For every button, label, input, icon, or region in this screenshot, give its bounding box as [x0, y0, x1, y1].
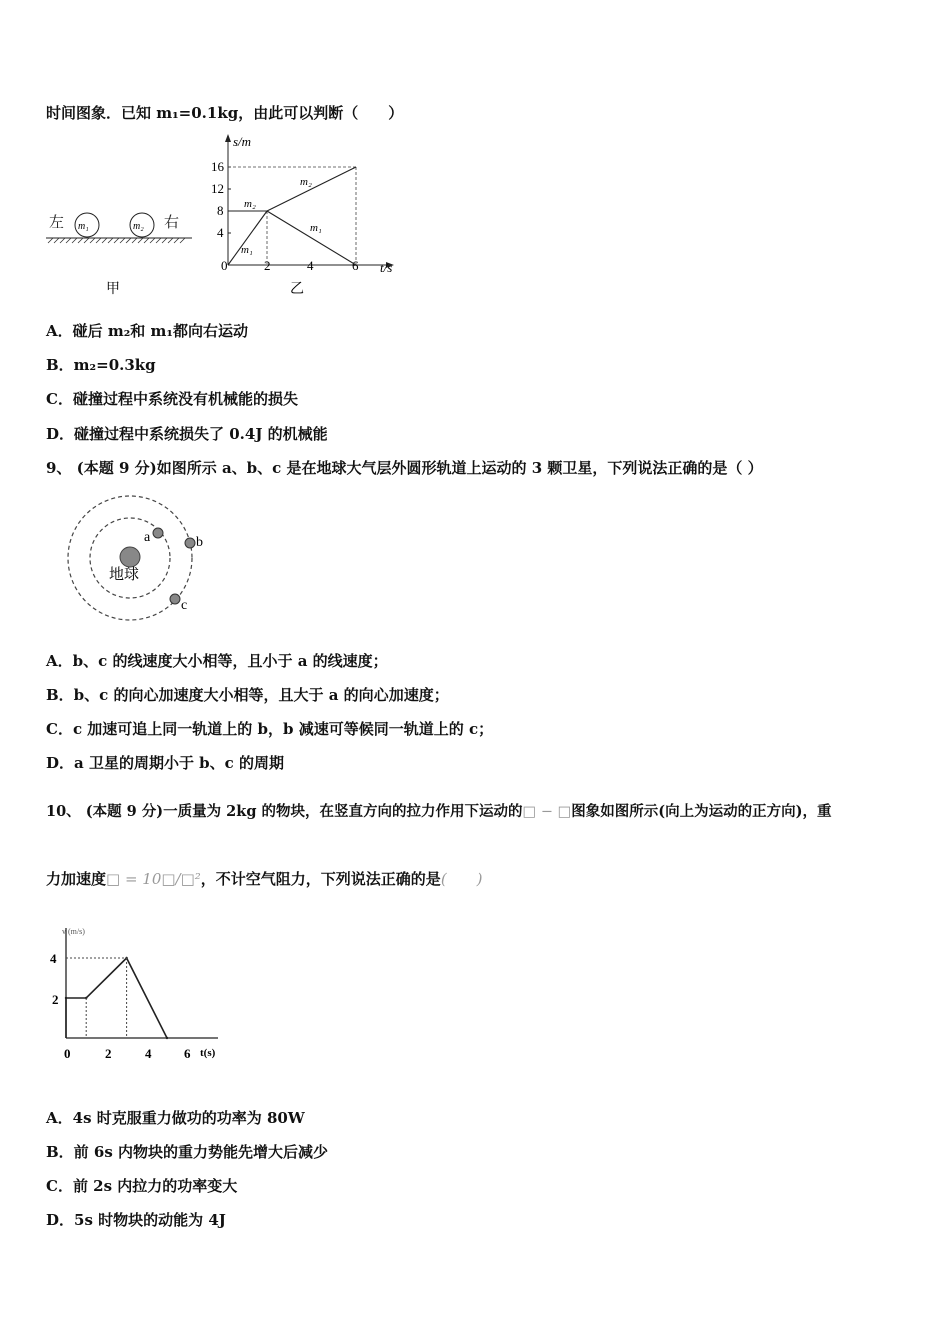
xlabel: t/s	[380, 260, 393, 275]
line-m1-before	[228, 211, 267, 265]
q8-option-d: D．碰撞过程中系统损失了 0.4J 的机械能	[46, 425, 328, 443]
q10-stem-part3: ，重	[802, 803, 832, 820]
q8-stem: 时间图象．已知 m₁=0.1kg，由此可以判断（ ）	[46, 104, 404, 122]
ytick-4: 4	[217, 225, 224, 240]
q8-figure-yi	[208, 130, 408, 298]
satellite-c-label: c	[181, 598, 188, 613]
q10-ytick-2: 2	[52, 992, 59, 1007]
m2-label-before: m₂	[244, 198, 256, 210]
satellite-a	[153, 528, 163, 538]
caption-jia: 甲	[106, 282, 120, 297]
line-m2-after	[267, 167, 356, 211]
q10-line2-part2: ，不计空气阻力，下列说法正确的是	[200, 870, 441, 888]
caption-yi: 乙	[290, 282, 304, 297]
q10-stem-part2: 图象如图所示	[571, 803, 659, 820]
satellite-c	[170, 594, 180, 604]
ytick-8: 8	[217, 203, 224, 218]
q10-xtick-0: 0	[64, 1046, 71, 1061]
q10-line2-part1: 力加速度	[46, 870, 107, 888]
earth	[120, 547, 140, 567]
origin: 0	[221, 258, 228, 273]
earth-label: 地球	[109, 567, 140, 583]
q10-velocity-line	[66, 958, 167, 1038]
q10-stem-part1: 10、 (本题 9 分)一质量为 2kg 的物块，在竖直方向的拉力作用下运动的	[46, 803, 523, 820]
q10-point	[65, 997, 67, 999]
q9-option-d: D．a 卫星的周期小于 b、c 的周期	[46, 754, 285, 772]
label-right: 右	[164, 215, 180, 231]
q10-stem	[46, 800, 832, 821]
q9-option-a: A．b、c 的线速度大小相等，且小于 a 的线速度；	[46, 652, 388, 670]
m2-label-after: m₂	[300, 176, 312, 188]
q10-xlabel: t(s)	[200, 1047, 216, 1059]
q10-xtick-2: 2	[105, 1046, 112, 1061]
xtick-6: 6	[352, 258, 359, 273]
q9-orbit-figure	[60, 495, 220, 630]
q10-option-d: D．5s 时物块的动能为 4J	[46, 1211, 226, 1229]
q10-option-c: C．前 2s 内拉力的功率变大	[46, 1177, 238, 1195]
q10-option-b: B．前 6s 内物块的重力势能先增大后减少	[46, 1143, 329, 1161]
q10-line2-paren: ( )	[440, 870, 483, 888]
q10-xtick-6: 6	[184, 1046, 191, 1061]
ground-hatch	[48, 238, 185, 243]
q10-vt-chart	[46, 920, 236, 1065]
q10-stem-line2	[46, 868, 483, 889]
ytick-12: 12	[211, 181, 224, 196]
xtick-2: 2	[264, 258, 271, 273]
satellite-a-label: a	[144, 530, 151, 545]
q8-figure-jia	[44, 205, 194, 300]
q10-stem-vt: □ − □	[522, 804, 572, 820]
q8-option-c: C．碰撞过程中系统没有机械能的损失	[46, 390, 298, 408]
q10-ylabel: v (m/s)	[62, 927, 85, 936]
ytick-16: 16	[211, 159, 224, 174]
ball-m2-label: m₂	[133, 221, 144, 232]
satellite-b	[185, 538, 195, 548]
satellite-b-label: b	[196, 535, 203, 550]
q10-stem-paren: (向上为运动的正方向)	[658, 803, 803, 820]
label-left: 左	[49, 215, 65, 231]
q10-ytick-4: 4	[50, 951, 57, 966]
q9-option-c: C．c 加速可追上同一轨道上的 b，b 减速可等候同一轨道上的 c；	[46, 720, 494, 738]
q8-option-b: B．m₂=0.3kg	[46, 356, 156, 374]
q9-stem: 9、 (本题 9 分)如图所示 a、b、c 是在地球大气层外圆形轨道上运动的 3 颗卫星，下列说法正确的是（ ）	[46, 459, 763, 477]
ball-m1-label: m₁	[78, 221, 89, 232]
m1-label-before: m₁	[241, 244, 253, 256]
line-m1-after	[267, 211, 356, 265]
m1-label-after: m₁	[310, 222, 322, 234]
q8-option-a: A．碰后 m₂和 m₁都向右运动	[46, 322, 248, 340]
ylabel: s/m	[233, 134, 252, 149]
q10-xtick-4: 4	[145, 1046, 152, 1061]
xtick-4: 4	[307, 258, 314, 273]
q9-option-b: B．b、c 的向心加速度大小相等，且大于 a 的向心加速度；	[46, 686, 449, 704]
q10-point	[166, 1037, 168, 1039]
q10-line2-g: □ = 10□/□²	[106, 870, 201, 888]
q10-option-a: A．4s 时克服重力做功的功率为 80W	[46, 1109, 305, 1127]
